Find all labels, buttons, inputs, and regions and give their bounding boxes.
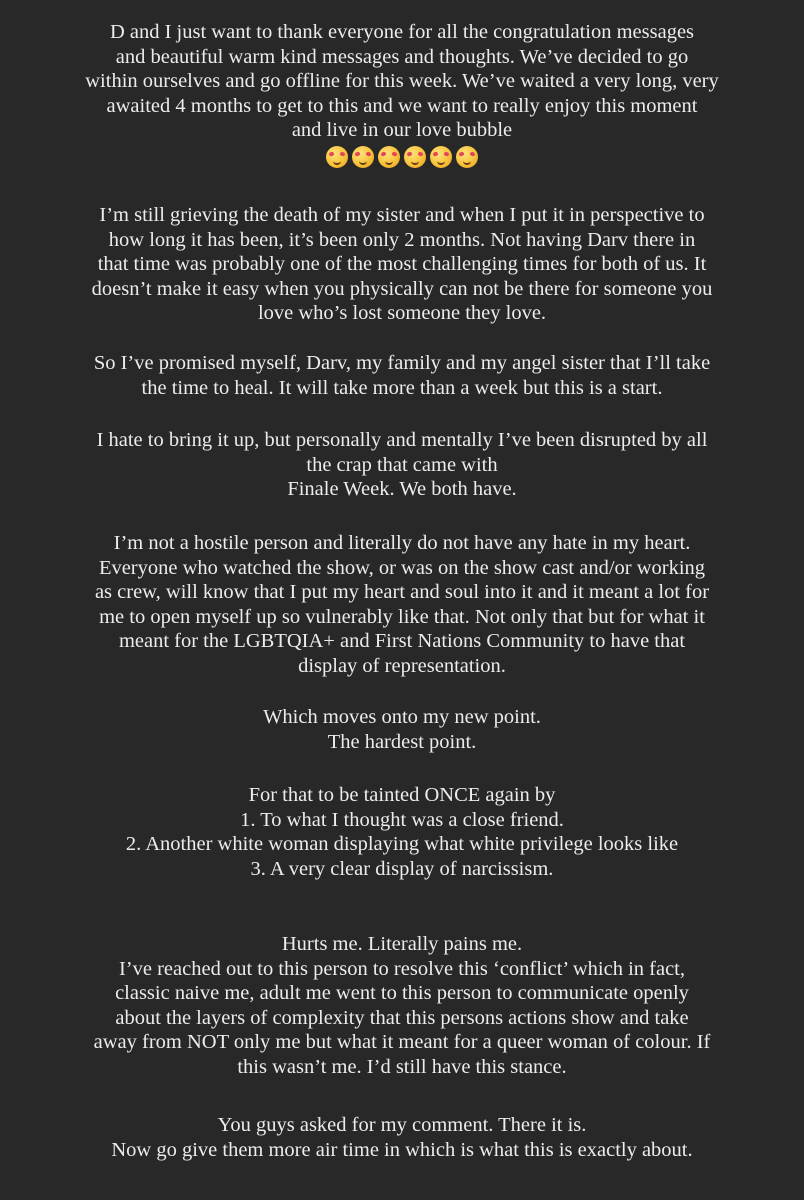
smiling-face-with-hearts-icon	[352, 146, 374, 168]
paragraph-thank-you	[0, 20, 804, 170]
paragraph-not-hostile	[0, 531, 804, 678]
text-line: me to open myself up so vulnerably like that. Not only that but for what it	[99, 605, 705, 628]
text-line: the time to heal. It will take more than a week but this is a start.	[141, 376, 663, 399]
text-line: You guys asked for my comment. There it is.	[217, 1114, 587, 1136]
text-line: For that to be tainted ONCE again by	[248, 784, 556, 806]
text-line: about the layers of complexity that this persons actions show and take	[115, 1006, 689, 1029]
text-line: The hardest point.	[327, 730, 477, 753]
text-line: I’m not a hostile person and literally do not have any hate in my heart.	[113, 532, 691, 554]
text-line: as crew, will know that I put my heart and soul into it and it meant a lot for	[94, 581, 710, 603]
text-line: doesn’t make it easy when you physically can not be there for someone you	[91, 277, 713, 300]
text-line: love who’s lost someone they love.	[257, 302, 547, 324]
list-item: 2. Another white woman displaying what white privilege looks like	[125, 833, 679, 855]
paragraph-closing	[0, 1113, 804, 1162]
text-line: I’ve reached out to this person to resolve this ‘conflict’ which in fact,	[118, 957, 686, 980]
text-line: Finale Week. We both have.	[287, 478, 517, 500]
paragraph-grieving	[0, 203, 804, 326]
paragraph-promise	[0, 351, 804, 400]
text-line: how long it has been, it’s been only 2 months. Not having Darv there in	[108, 228, 696, 251]
paragraph-disrupted	[0, 428, 804, 502]
paragraph-tainted-list	[0, 783, 804, 881]
text-line: that time was probably one of the most challenging times for both of us. It	[97, 253, 707, 275]
text-line: away from NOT only me but what it meant for a queer woman of colour. If	[93, 1031, 711, 1053]
list-item: 1. To what I thought was a close friend.	[240, 808, 564, 831]
list-item: 3. A very clear display of narcissism.	[250, 857, 554, 880]
text-line: display of representation.	[298, 654, 506, 677]
smiling-face-with-hearts-icon	[456, 146, 478, 168]
text-line: classic naive me, adult me went to this person to communicate openly	[115, 982, 689, 1004]
text-line: I’m still grieving the death of my sister and when I put it in perspective to	[99, 204, 705, 226]
paragraph-hurts	[0, 932, 804, 1079]
text-line: Which moves onto my new point.	[263, 706, 541, 728]
paragraph-new-point	[0, 705, 804, 754]
text-line: D and I just want to thank everyone for all the congratulation messages	[109, 21, 695, 43]
text-line: awaited 4 months to get to this and we want to really enjoy this moment	[106, 94, 698, 117]
text-line: and live in our love bubble	[291, 119, 513, 141]
text-line: So I’ve promised myself, Darv, my family and my angel sister that I’ll take	[93, 352, 711, 374]
smiling-face-with-hearts-icon	[404, 146, 426, 168]
text-line: within ourselves and go offline for this week. We’ve waited a very long, very	[85, 70, 719, 92]
smiling-face-with-hearts-icon	[378, 146, 400, 168]
text-line: and beautiful warm kind messages and thoughts. We’ve decided to go	[115, 45, 689, 68]
text-line: meant for the LGBTQIA+ and First Nations Community to have that	[118, 630, 686, 652]
text-line: Now go give them more air time in which is what this is exactly about.	[111, 1138, 693, 1161]
smiling-face-with-hearts-icon	[430, 146, 452, 168]
text-line: Hurts me. Literally pains me.	[281, 933, 523, 955]
emoji-row	[0, 144, 804, 170]
text-line: this wasn’t me. I’d still have this stance.	[237, 1055, 567, 1078]
text-line: I hate to bring it up, but personally and mentally I’ve been disrupted by all	[96, 429, 708, 451]
text-line: the crap that came with	[306, 453, 498, 476]
text-line: Everyone who watched the show, or was on the show cast and/or working	[98, 556, 706, 579]
smiling-face-with-hearts-icon	[326, 146, 348, 168]
